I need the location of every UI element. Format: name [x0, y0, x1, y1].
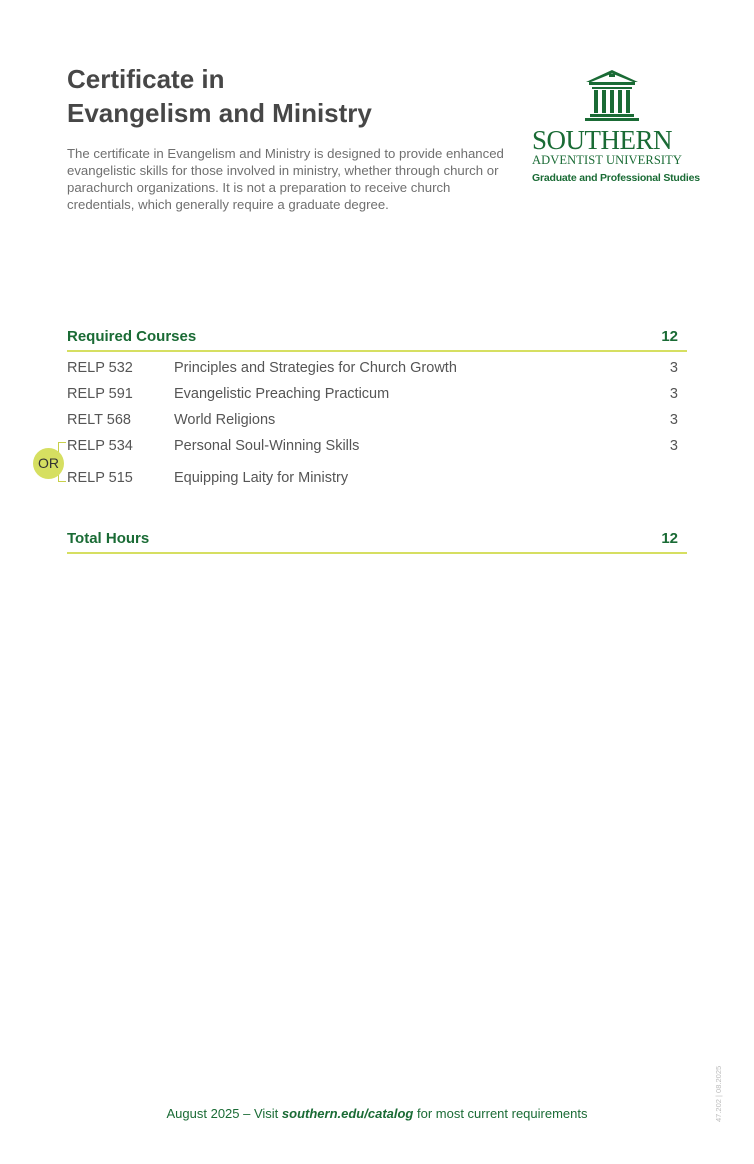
course-name: Personal Soul-Winning Skills	[174, 438, 360, 454]
course-name: Equipping Laity for Ministry	[174, 470, 349, 486]
course-code: RELP 515	[67, 470, 133, 486]
course-row	[67, 438, 687, 460]
page-title	[67, 62, 507, 130]
logo-division: Graduate and Professional Studies	[532, 172, 700, 184]
required-courses-label: Required Courses	[67, 328, 197, 345]
footer-note	[0, 1106, 754, 1121]
course-credits: 3	[669, 360, 678, 376]
logo-subtitle: ADVENTIST UNIVERSITY	[532, 153, 683, 167]
logo-name: SOUTHERN	[532, 125, 673, 155]
total-hours-value: 12	[661, 530, 678, 547]
course-row	[67, 360, 687, 382]
course-row	[67, 412, 687, 434]
certificate-description: The certificate in Evangelism and Ministry is designed to provide enhanced evangelistic skills for those involved in ministry, whether through church or parachurch organizations. It is not a preparation to receive church credentials, which generally require a graduate degree.	[67, 146, 504, 212]
required-courses-hours: 12	[661, 328, 678, 345]
total-hours-header	[67, 528, 687, 554]
total-hours-label: Total Hours	[67, 530, 150, 547]
course-name: World Religions	[174, 412, 276, 428]
footer-suffix: for most current requirements	[413, 1106, 588, 1121]
course-credits: 3	[669, 438, 678, 454]
course-code: RELP 532	[67, 360, 133, 376]
course-name: Principles and Strategies for Church Growth	[174, 360, 457, 376]
title-line-2: Evangelism and Ministry	[67, 98, 372, 128]
footer-prefix: August 2025 – Visit	[166, 1106, 282, 1121]
course-code: RELT 568	[67, 412, 131, 428]
course-credits: 3	[669, 386, 678, 402]
required-courses-header	[67, 326, 687, 352]
columns-building-icon	[583, 68, 641, 124]
title-line-1: Certificate in	[67, 64, 225, 94]
course-credits: 3	[669, 412, 678, 428]
catalog-link[interactable]: southern.edu/catalog	[281, 1106, 414, 1121]
course-code: RELP 591	[67, 386, 133, 402]
course-code: RELP 534	[67, 438, 133, 454]
course-row	[67, 386, 687, 408]
course-row	[67, 470, 687, 492]
university-logo	[528, 68, 700, 188]
or-badge: OR	[33, 448, 64, 479]
document-code: 47.202 | 08.2025	[714, 1065, 723, 1122]
course-name: Evangelistic Preaching Practicum	[174, 386, 390, 402]
